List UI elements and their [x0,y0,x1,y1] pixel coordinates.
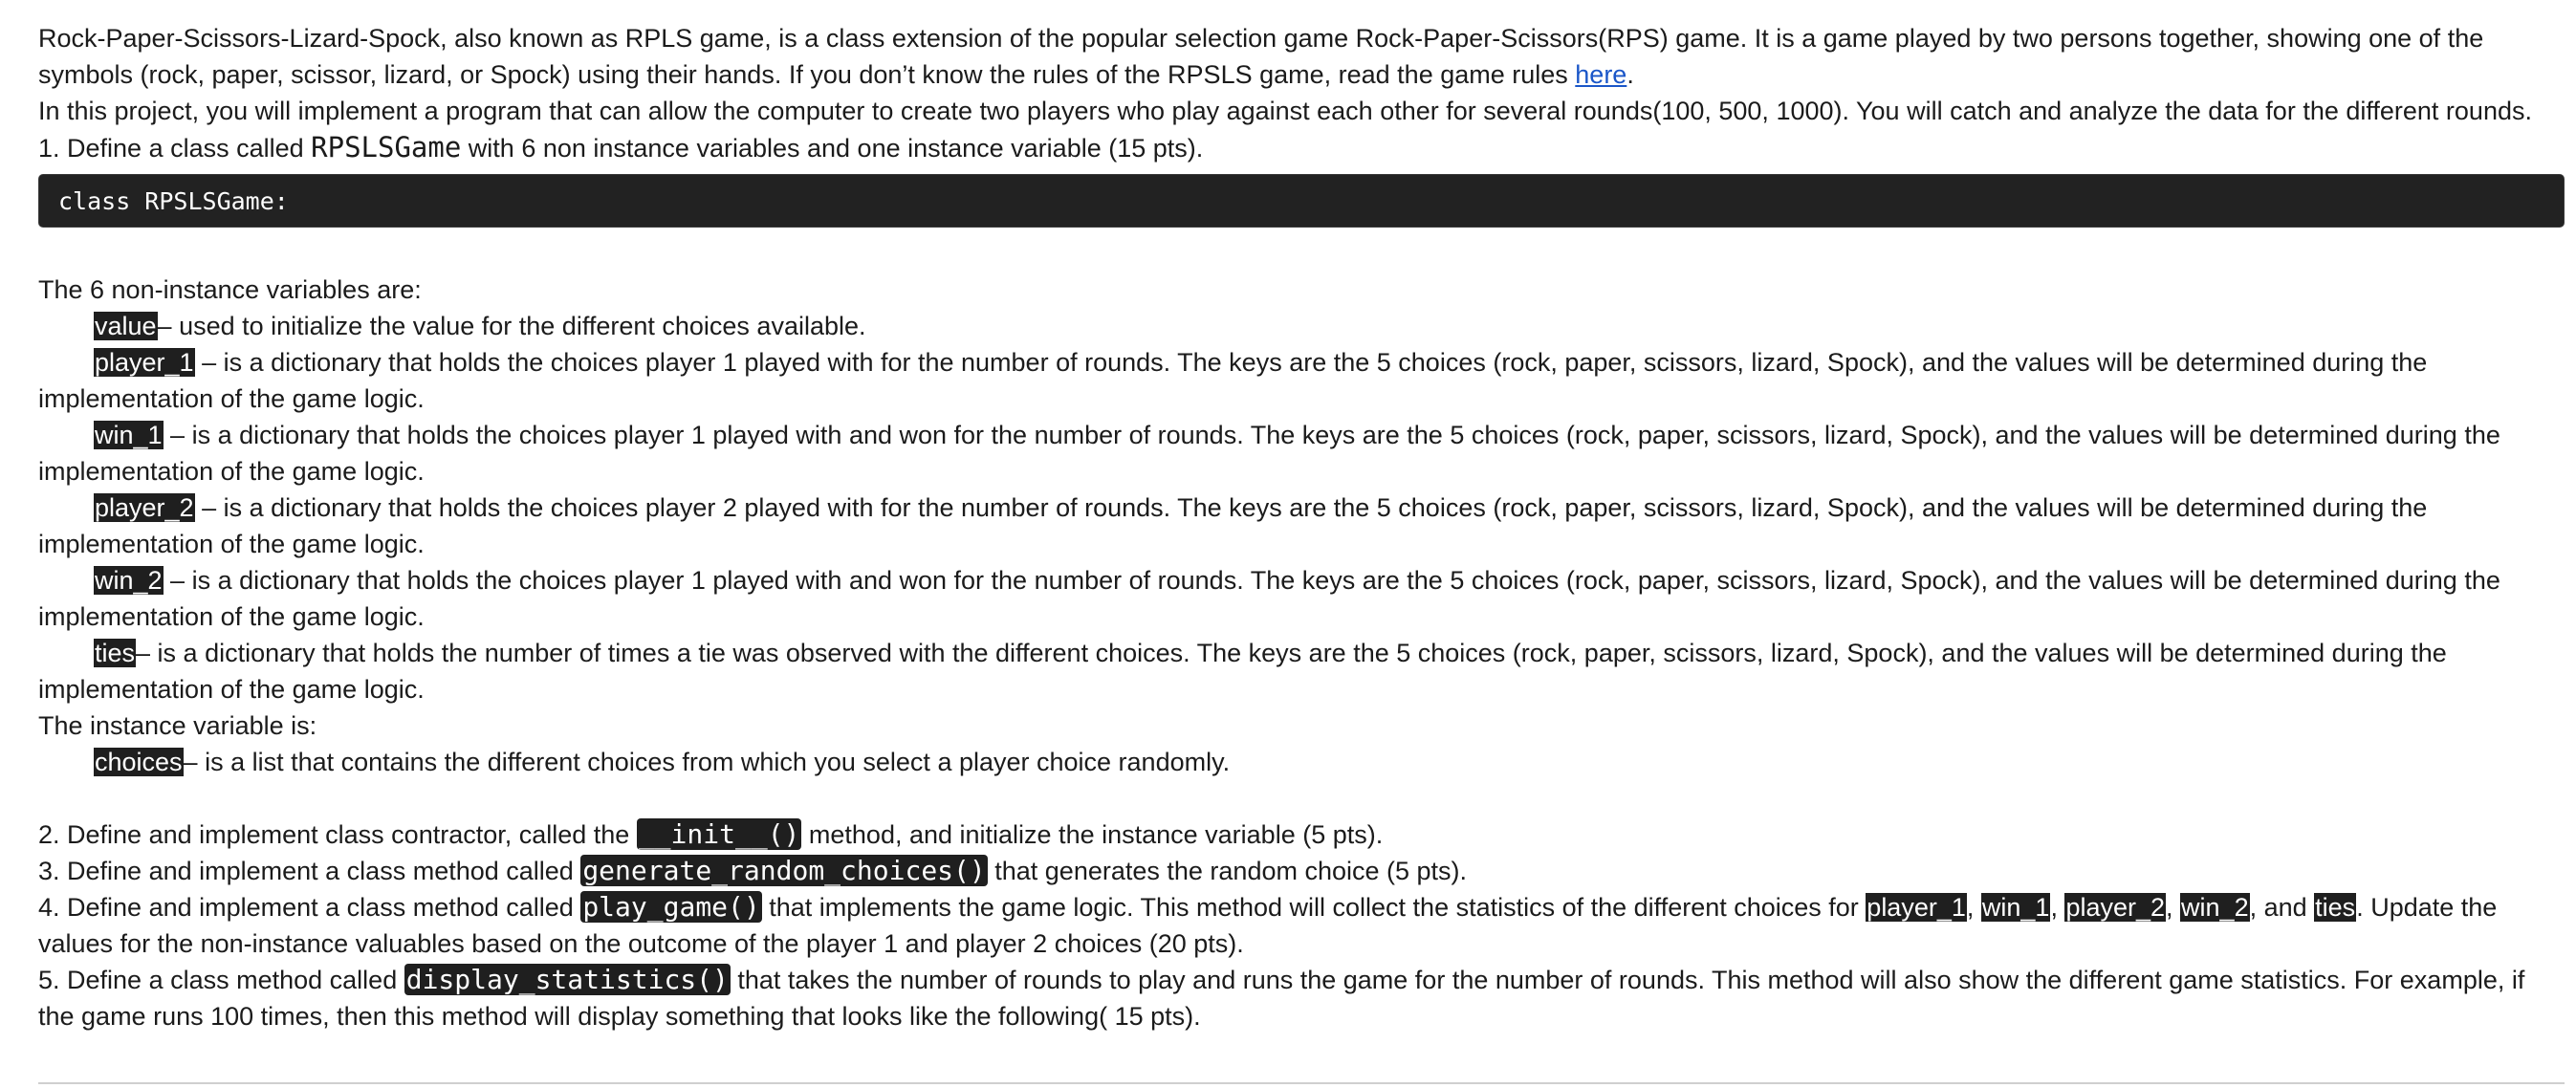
var-item-value [38,308,2565,344]
task-2-suffix: method, and initialize the instance variable (5 pts). [801,820,1384,849]
separator: , [2166,893,2181,922]
spacer [38,228,2565,272]
display-statistics-method-code: display_statistics() [405,964,729,995]
task-1-suffix: with 6 non instance variables and one instance variable (15 pts). [461,134,1204,163]
task-3-prefix: 3. Define and implement a class method called [38,857,581,885]
class-name-code: RPSLSGame [311,131,462,163]
task-2-prefix: 2. Define and implement class contractor, called the [38,820,637,849]
intro-end: . [1626,60,1634,89]
ref-ties: ties [2315,893,2356,922]
var-name-player-2: player_2 [95,493,194,522]
task-5 [38,962,2565,1034]
var-desc-win-1: – is a dictionary that holds the choices player 1 played with and won for the number of rounds. The keys are the 5 choices (rock, paper, scissors, lizard, Spock), and the values will be determined during the implementation of the game logic. [38,421,2500,486]
var-name-choices: choices [95,748,183,776]
var-name-value: value [95,312,157,340]
separator: , [2050,893,2065,922]
spacer [38,780,2565,816]
var-item-ties [38,635,2565,707]
var-item-win-1 [38,417,2565,490]
var-item-player-1 [38,344,2565,417]
task-5-suffix: that takes the number of rounds to play and runs the game for the number of rounds. This method will also show the different game statistics. For example, if the game runs 100 times, then this method will display something that looks like the following( 15 pts). [38,966,2525,1031]
task-2 [38,816,2565,853]
ref-player-1: player_1 [1867,893,1966,922]
var-item-player-2 [38,490,2565,562]
var-desc-ties: – is a dictionary that holds the number of times a tie was observed with the different choices. The keys are the 5 choices (rock, paper, scissors, lizard, Spock), and the values will be determined during the implementation of the game logic. [38,639,2447,704]
separator: , [1966,893,1981,922]
var-desc-value: – used to initialize the value for the different choices available. [157,312,866,340]
ref-win-2: win_2 [2181,893,2249,922]
var-desc-player-2: – is a dictionary that holds the choices player 2 played with for the number of rounds. The keys are the 5 choices (rock, paper, scissors, lizard, Spock), and the values will be determined during the implementation of the game logic. [38,493,2428,558]
task-1 [38,129,2565,166]
instance-heading: The instance variable is: [38,711,317,740]
task-3-suffix: that generates the random choice (5 pts). [987,857,1468,885]
init-method-code: __init__() [638,818,800,850]
var-name-win-2: win_2 [95,566,163,595]
var-desc-win-2: – is a dictionary that holds the choices player 1 played with and won for the number of rounds. The keys are the 5 choices (rock, paper, scissors, lizard, Spock), and the values will be determined during the implementation of the game logic. [38,566,2500,631]
separator: , and [2249,893,2315,922]
var-desc-choices: – is a list that contains the different choices from which you select a player choice randomly. [183,748,1231,776]
task-4-prefix: 4. Define and implement a class method called [38,893,581,922]
task-4 [38,889,2565,962]
assignment-document [38,20,2565,1034]
var-item-choices [38,744,2565,780]
divider [38,1082,2565,1084]
rules-link[interactable]: here [1575,60,1627,89]
task-4-suffix: . Update the values for the non-instance valuables based on the outcome of the player 1 and player 2 choices (20 pts). [38,893,2498,958]
ref-win-1: win_1 [1981,893,2050,922]
var-name-win-1: win_1 [95,421,163,449]
play-game-method-code: play_game() [582,891,760,923]
task-3 [38,853,2565,889]
intro-paragraph-1 [38,20,2565,93]
task-4-mid: that implements the game logic. This method will collect the statistics of the different choices for [761,893,1867,922]
generate-method-code: generate_random_choices() [582,855,986,886]
var-name-player-1: player_1 [95,348,194,377]
code-block: class RPSLSGame: [38,174,2565,228]
intro-paragraph-2: In this project, you will implement a program that can allow the computer to create two players who play against each other for several rounds(100, 500, 1000). You will catch and analyze the data for the different rounds. [38,97,2532,125]
non-instance-heading: The 6 non-instance variables are: [38,275,422,304]
var-item-win-2 [38,562,2565,635]
ref-player-2: player_2 [2065,893,2166,922]
task-1-prefix: 1. Define a class called [38,134,312,163]
var-name-ties: ties [95,639,136,667]
task-5-prefix: 5. Define a class method called [38,966,404,994]
intro-text: Rock-Paper-Scissors-Lizard-Spock, also known as RPLS game, is a class extension of the popular selection game Rock-Paper-Scissors(RPS) game. It is a game played by two persons together, showing one of the symbols (rock, paper, scissor, lizard, or Spock) using their hands. If you don’t know the rules of the RPSLS game, read the game rules [38,24,2484,89]
var-desc-player-1: – is a dictionary that holds the choices player 1 played with for the number of rounds. The keys are the 5 choices (rock, paper, scissors, lizard, Spock), and the values will be determined during the implementation of the game logic. [38,348,2428,413]
